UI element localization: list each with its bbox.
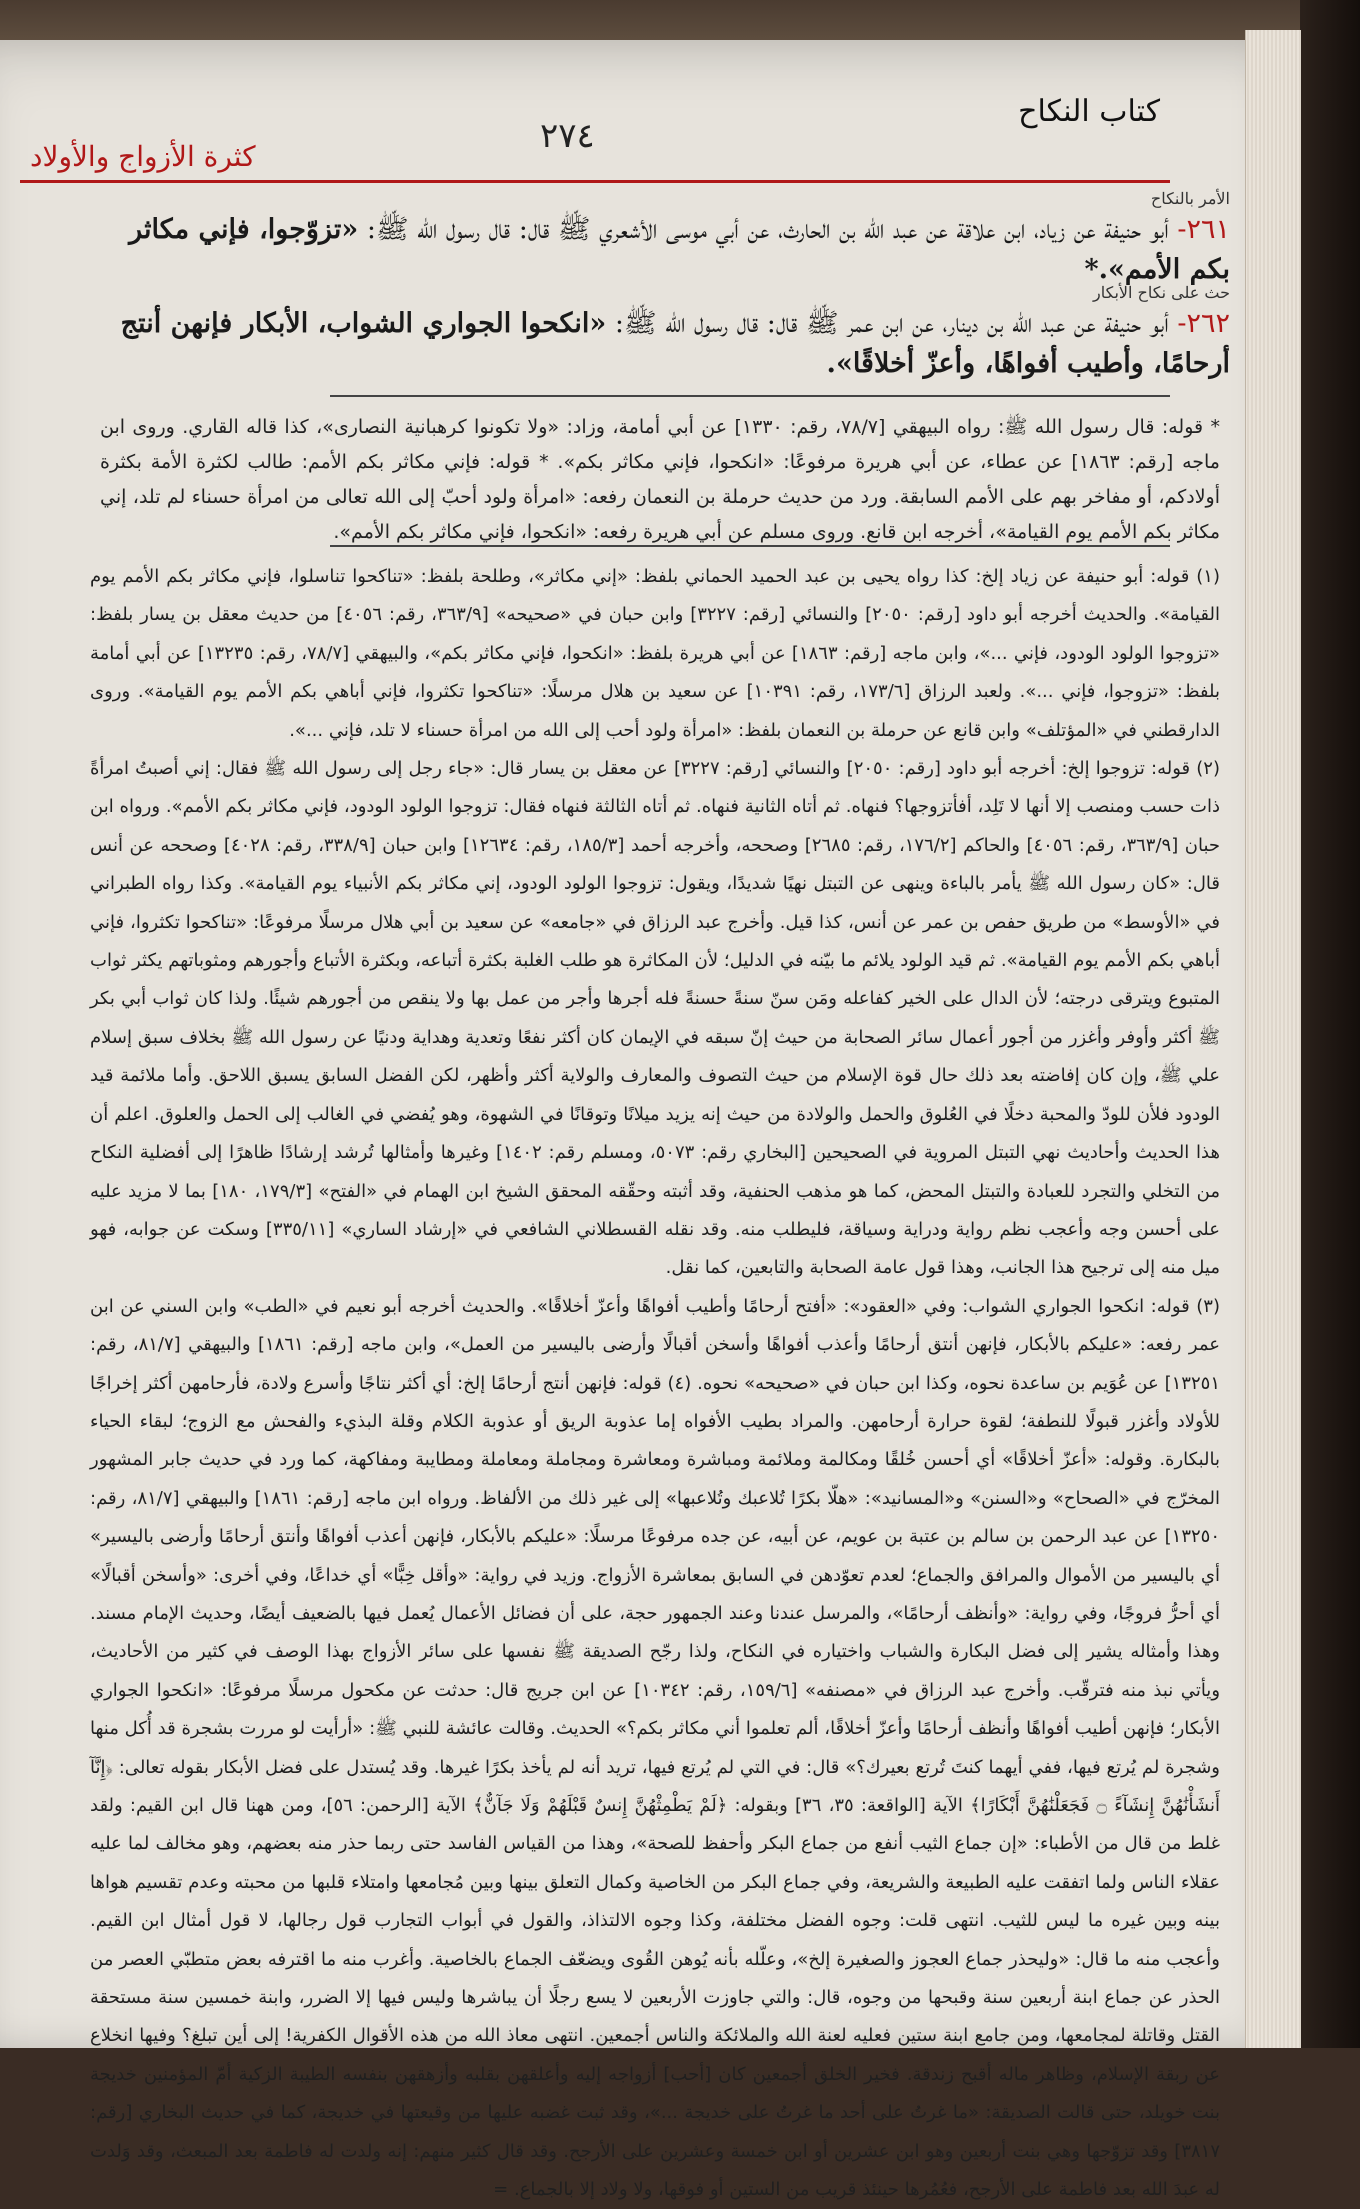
header-rule: [20, 180, 1170, 183]
footnote: (١) قوله: أبو حنيفة عن زياد إلخ: كذا رواه يحيى بن عبد الحميد الحماني بلفظ: «إني مكاثر»، وطلحة بلفظ: «تناكحوا تناسلوا، فإني مكاثر بكم الأمم يوم القيامة». والحديث أخرجه أبو داود [رقم: ٢٠٥٠] والنسائي [رقم: ٣٢٢٧] وابن حبان في «صحيحه» [٣٦٣/٩، رقم: ٤٠٥٦] من حديث معقل بن يسار بلفظ: «تزوجوا الولود الودود، فإني ...»، وابن ماجه [رقم: ١٨٦٣] عن أبي هريرة بلفظ: «انكحوا، فإني مكاثر بكم»، والبيهقي [٧٨/٧، رقم: ١٣٢٣٥] عن أبي أمامة بلفظ: «تزوجوا، فإني ...». ولعبد الرزاق [١٧٣/٦، رقم: ١٠٣٩١] عن سعيد بن هلال مرسلًا: «تناكحوا تكثروا، فإني أباهي بكم الأمم يوم القيامة». وروى الدارقطني في «المؤتلف» وابن قانع عن حرملة بن النعمان بلفظ: «امرأة ولود أحب إلى الله من امرأة حسناء لا تلد، فإني ...».: [90, 566, 1220, 741]
divider-line: [330, 545, 1170, 547]
footnote: (٢) قوله: تزوجوا إلخ: أخرجه أبو داود [رقم: ٢٠٥٠] والنسائي [رقم: ٣٢٢٧] عن معقل بن يسار قال: «جاء رجل إلى رسول الله ﷺ فقال: إني أصبتُ امرأةً ذات حسب ومنصب إلا أنها لا تَلِد، أفأتزوجها؟ فنهاه. ثم أتاه الثانية فنهاه. ثم أتاه الثالثة فنهاه فقال: تزوجوا الولود الودود، فإني مكاثر بكم الأمم». ورواه ابن حبان [٣٦٣/٩، رقم: ٤٠٥٦] والحاكم [١٧٦/٢، رقم: ٢٦٨٥] وصححه، وأخرجه أحمد [١٨٥/٣، رقم: ١٢٦٣٤] وابن حبان [٣٣٨/٩، رقم: ٤٠٢٨] وصححه عن أنس قال: «كان رسول الله ﷺ يأمر بالباءة وينهى عن التبتل نهيًا شديدًا، ويقول: تزوجوا الولود الودود، إني مكاثر بكم الأنبياء يوم القيامة». وكذا رواه الطبراني في «الأوسط» من طريق حفص بن عمر عن أنس، كذا قيل. وأخرج عبد الرزاق في «جامعه» عن سعيد بن أبي هلال مرسلًا مرفوعًا: «تناكحوا تكثروا، فإني أباهي بكم الأمم يوم القيامة». ثم قيد الولود يلائم ما بيّنه في الدليل؛ لأن المكاثرة هو طلب الغلبة بكثرة أتباعه، وبكثرة الأتباع وأجورهم ومثوباتهم يكثر ثواب المتبوع ويترقى درجته؛ لأن الدال على الخير كفاعله ومَن سنّ سنةً حسنةً فله أجرها وأجر من عمل بها ولا ينقص من أجورهم شيئًا. ولذا كان ثواب أبي بكر ﷺ أكثر وأوفر وأغزر من أجور أعمال سائر الصحابة من حيث إنّ سبقه في الإيمان كان أكثر نفعًا وتعدية وهداية ودنيًا عن رسول الله ﷺ بخلاف سبق إسلام علي ﷺ، وإن كان إفاضته بعد ذلك حال قوة الإسلام من حيث التصوف والمعارف والولاية أكثر وأظهر، لكن الفضل السابق يسبق اللاحق. وأما ملائمة قيد الودود فلأن للودّ والمحبة دخلًا في العُلوق والحمل والولادة من حيث إنه يزيد ميلانًا وتوقانًا في الشهوة، وهو يُفضي في الغالب إلى الحمل والعلوق. اعلم أن هذا الحديث وأحاديث نهي التبتل المروية في الصحيحين [البخاري رقم: ٥٠٧٣، ومسلم رقم: ١٤٠٢] وغيرها وأمثالها تُرشد إرشادًا ظاهرًا إلى أفضلية النكاح من التخلي والتجرد للعبادة والتبتل المحض، كما هو مذهب الحنفية، وقد أثبته وحقّقه المحقق الشيخ ابن الهمام في «الفتح» [١٧٩/٣، ١٨٠] بما لا مزيد عليه على أحسن وجه وأعجب نظم رواية ودراية وسياقة، فليطلب منه. وقد نقله القسطلاني الشافعي في «إرشاد الساري» [٣٣٥/١١] وسكت عن جوابه، فهو ميل منه إلى ترجيح هذا الجانب، وهذا قول عامة الصحابة والتابعين، كما نقل.: [90, 758, 1221, 1279]
hadith-261: [110, 188, 1230, 290]
hadith-262-text: [110, 282, 1230, 384]
hadith-topic: حث على نكاح الأبكار: [1093, 283, 1230, 302]
book-cover-edge: [1300, 0, 1360, 2048]
hadith-matn: «انكحوا الجواري الشواب، الأبكار فإنهن أنتج أرحامًا، وأطيب أفواهًا، وأعزّ أخلاقًا».: [120, 308, 1230, 379]
hadith-topic: الأمر بالنكاح: [1150, 189, 1230, 208]
hadith-isnad: أبو حنيفة عن زياد، ابن علاقة عن عبد الله بن الحارث، عن أبي موسى الأشعري ﷺ قال: قال رسول الله ﷺ:: [366, 214, 1169, 245]
footnote: (٣) قوله: انكحوا الجواري الشواب: وفي «العقود»: «أفتح أرحامًا وأطيب أفواهًا وأعزّ أخلاقًا». والحديث أخرجه أبو نعيم في «الطب» وابن السني عن ابن عمر رفعه: «عليكم بالأبكار، فإنهن أنتق أرحامًا وأعذب أفواهًا وأسخن أقبالًا وأرضى باليسير من العمل»، وابن ماجه [رقم: ١٨٦١] والبيهقي [٨١/٧، رقم: ١٣٢٥١] عن عُوَيم بن ساعدة نحوه، وكذا ابن حبان في «صحيحه» نحوه. (٤) قوله: فإنهن أنتج أرحامًا إلخ: أي أكثر نتاجًا وأسرع ولادة، فأرحامهن أكثر إخراجًا للأولاد وأغزر قبولًا للنطفة؛ لقوة حرارة أرحامهن. والمراد بطيب الأفواه إما عذوبة الريق أو عذوبة الكلام وقلة البذيء والفحش مع الزوج؛ لبقاء الحياء بالبكارة. وقوله: «أعزّ أخلاقًا» أي أحسن خُلقًا ومكالمة وملائمة ومباشرة ومعاشرة ومجاملة ومعاملة ومطايبة ومفاكهة، كما ورد في حديث جابر المشهور المخرّج في «الصحاح» و«السنن» و«المسانيد»: «هلّا بكرًا تُلاعبك وتُلاعبها» إلى غير ذلك من الألفاظ. ورواه ابن ماجه [رقم: ١٨٦١] والبيهقي [٨١/٧، رقم: ١٣٢٥٠] عن عبد الرحمن بن سالم بن عتبة بن عويم، عن أبيه، عن جده مرفوعًا مرسلًا: «عليكم بالأبكار، فإنهن أعذب أفواهًا وأنتق أرحامًا وأرضى باليسير» أي باليسير من الأموال والمرافق والجماع؛ لعدم تعوّدهن في السابق بمعاشرة الأزواج. وزيد في رواية: «وأقل خِبًّا» أي خداعًا، وفي أخرى: «وأسخن أقبالًا» أي أحرُّ فروجًا، وفي رواية: «وأنظف أرحامًا»، والمرسل عندنا وعند الجمهور حجة، على أن فضائل الأعمال يُعمل فيها بالضعيف أيضًا، وحديث الإمام مسند. وهذا وأمثاله يشير إلى فضل البكارة والشباب واختياره في النكاح، ولذا رجّح الصديقة ﷺ نفسها على سائر الأزواج بهذا الوصف في كثير من الأحاديث، ويأتي نبذ منه فترقّب. وأخرج عبد الرزاق في «مصنفه» [١٥٩/٦، رقم: ١٠٣٤٢] عن ابن جريج قال: حدثت عن مكحول مرسلًا مرفوعًا: «انكحوا الجواري الأبكار؛ فإنهن أطيب أفواهًا وأنظف أرحامًا وأعزّ أخلاقًا، ألم تعلموا أني مكاثر بكم؟» الحديث. وقالت عائشة للنبي ﷺ: «أرأيت لو مررت بشجرة قد أُكل منها وشجرة لم يُرتع فيها، ففي أيهما كنتَ تُرتع بعيرك؟» قال: في التي لم يُرتع فيها، تريد أنه لم يأخذ بكرًا غيرها. وقد يُستدل على فضل الأبكار بقوله تعالى: ﴿إِنَّآ أَنشَأْنَٰهُنَّ إِنشَآءً ۝ فَجَعَلْنَٰهُنَّ أَبْكَارًا﴾ الآية [الواقعة: ٣٥، ٣٦] وبقوله: ﴿لَمْ يَطْمِثْهُنَّ إِنسٌ قَبْلَهُمْ وَلَا جَآنٌّ﴾ الآية [الرحمن: ٥٦]، ومن ههنا قال ابن القيم: ولقد غلط من قال من الأطباء: «إن جماع الثيب أنفع من جماع البكر وأحفظ للصحة»، وهذا من القياس الفاسد حتى ربما حذر منه بعضهم، وهو مخالف لما عليه عقلاء الناس ولما اتفقت عليه الطبيعة والشريعة، وفي جماع البكر من الخاصية وكمال التعلق بينها وبين مُجامعها وامتلاء قلبها من محبته وعدم تقسيم هواها بينه وبين غيره ما ليس للثيب. انتهى قلت: وجوه الفضل مختلفة، وكذا وجوه الالتذاذ، والقول في أبواب التجارب قول رجالها، لا قول أمثال ابن القيم. وأعجب منه ما قال: «وليحذر جماع العجوز والصغيرة إلخ»، وعلّله بأنه يُوهن القُوى ويضعّف الجماع بالخاصية. وأغرب منه ما اقترفه بعض متطبّي العصر من الحذر عن جماع ابنة أربعين سنة وقبحها من وجوه، قال: والتي جاوزت الأربعين لا يسع رجلًا أن يباشرها وليس فيها إلا الضرر، وابنة خمسين سنة مستحقة القتل وقاتلة لمجامعها، ومن جامع ابنة ستين فعليه لعنة الله والملائكة والناس أجمعين. انتهى معاذ الله من هذه الأقوال الكفرية! إلى أين تبلغ؟ وفيها انخلاع عن ربقة الإسلام، وظاهر ماله أقبح زندقة. فخير الخلق أجمعين كان [أحب] أزواجه إليه وأعلقهن بقلبه وأزهقهن بنفسه الطيبة الزكية أمّ المؤمنين خديجة بنت خويلد، حتى قالت الصديقة: «ما غرتُ على أحد ما غرتُ على خديجة ...»، وقد ثبت غضبه عليها من وقيعتها في خديجة، كما في حديث البخاري [رقم: ٣٨١٧] وقد تزوّجها وهي بنت أربعين وهو ابن عشرين أو ابن خمسة وعشرين على الأرجح. وقد قال كثير منهم: إنه ولدت له فاطمة بعد المبعث، وقد وَلدت له عبدَ الله بعد فاطمة على الأرجح، فعُمُرها حينئذ قريب من الستين أو فوقها، ولا ولاد إلا بالجماع. =: [90, 1295, 1221, 2201]
hadith-number: ٢٦١-: [1177, 214, 1230, 245]
commentary: * قوله: قال رسول الله ﷺ: رواه البيهقي [٧٨/٧، رقم: ١٣٣٠] عن أبي أمامة، وزاد: «ولا تكونوا كرهبانية النصارى»، كذا قاله القاري. وروى ابن ماجه [رقم: ١٨٦٣] عن عطاء، عن أبي هريرة مرفوعًا: «انكحوا، فإني مكاثر بكم». * قوله: فإني مكاثر بكم الأمم: طالب لكثرة الأمة بكثرة أولادكم، أو مفاخر بهم على الأمم السابقة. ورد من حديث حرملة بن النعمان رفعه: «امرأة ولود أحبّ إلى الله تعالى من امرأة حسناء لم تلد، إني مكاثر بكم الأمم يوم القيامة»، أخرجه ابن قانع. وروى مسلم عن أبي هريرة رفعه: «انكحوا، فإني مكاثر بكم الأمم».: [100, 416, 1220, 543]
divider-line: [330, 395, 1170, 397]
book-title: كتاب النكاح: [1018, 94, 1160, 129]
chapter-title: كثرة الأزواج والأولاد: [30, 140, 256, 173]
hadith-number: ٢٦٢-: [1177, 308, 1230, 339]
hadith-isnad: أبو حنيفة عن عبد الله بن دينار، عن ابن عمر ﷺ قال: قال رسول الله ﷺ:: [614, 308, 1169, 339]
page-number: ٢٧٤: [540, 116, 595, 156]
hadith-matn: «تزوّجوا، فإني مكاثر بكم الأمم».*: [129, 214, 1230, 285]
page-edges: [1245, 30, 1301, 2048]
page-header: [20, 80, 1160, 180]
footnotes: [90, 558, 1220, 2209]
